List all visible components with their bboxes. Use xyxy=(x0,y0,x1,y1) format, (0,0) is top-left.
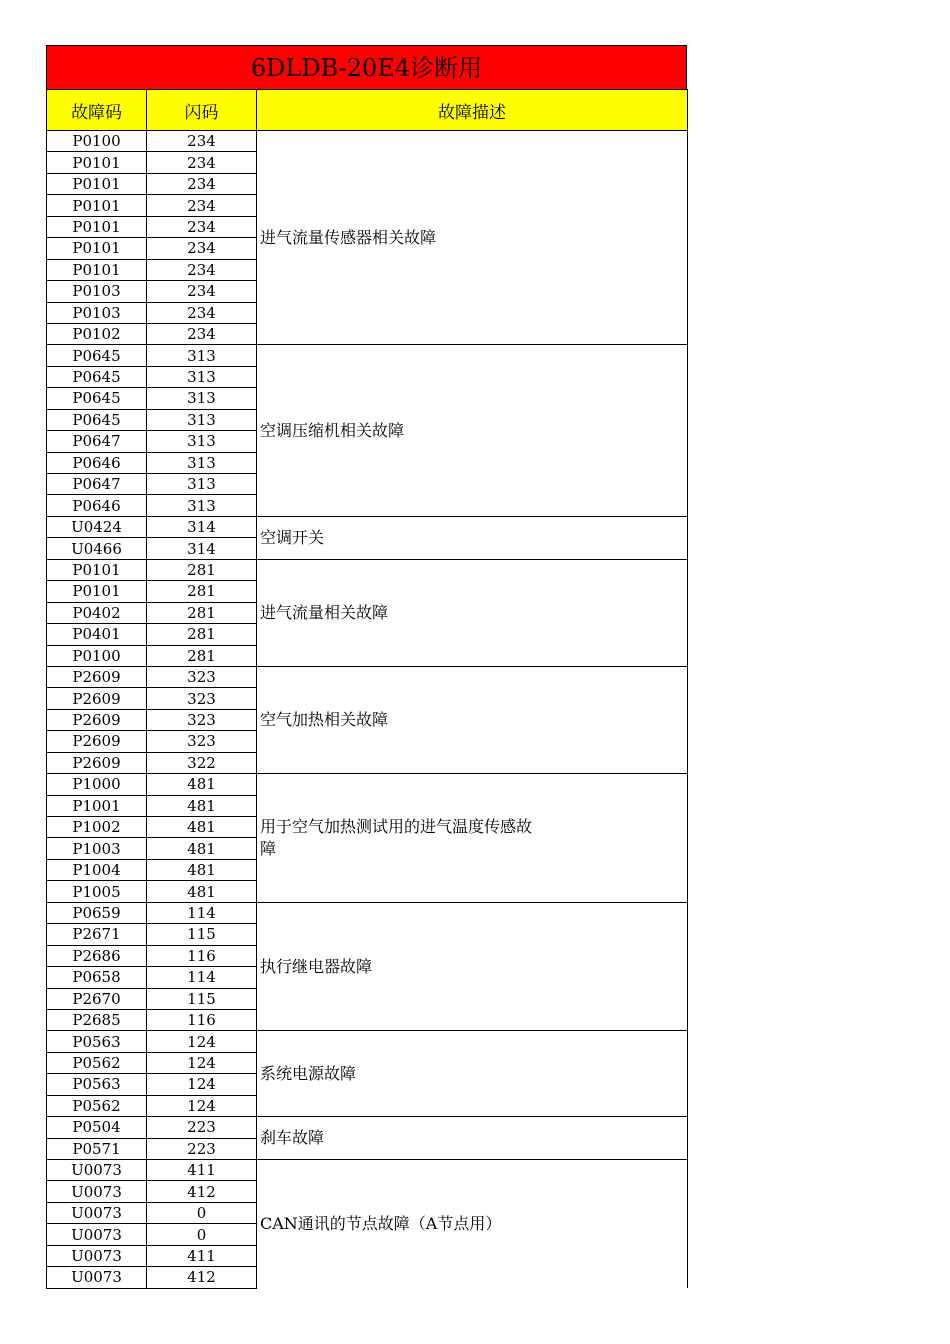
flash-code-cell: 411 xyxy=(147,1160,257,1181)
fault-description-text: 刹车故障 xyxy=(260,1128,325,1148)
fault-description-text: 用于空气加热测试用的进气温度传感故障 xyxy=(260,816,533,858)
fault-code-cell: P0100 xyxy=(47,131,147,152)
flash-code-cell: 323 xyxy=(147,731,257,752)
flash-code-cell: 323 xyxy=(147,688,257,709)
flash-code-cell: 281 xyxy=(147,645,257,666)
flash-code-cell: 124 xyxy=(147,1052,257,1073)
fault-code-cell: P0645 xyxy=(47,366,147,387)
flash-code-cell: 281 xyxy=(147,581,257,602)
fault-code-cell: P0563 xyxy=(47,1074,147,1095)
header-flash-code: 闪码 xyxy=(147,90,257,131)
flash-code-cell: 412 xyxy=(147,1181,257,1202)
fault-code-cell: P0101 xyxy=(47,259,147,280)
fault-code-cell: P2609 xyxy=(47,752,147,773)
fault-code-cell: P1004 xyxy=(47,859,147,880)
flash-code-cell: 281 xyxy=(147,559,257,580)
flash-code-cell: 313 xyxy=(147,409,257,430)
flash-code-cell: 481 xyxy=(147,881,257,902)
fault-description-text: 系统电源故障 xyxy=(260,1063,357,1083)
flash-code-cell: 281 xyxy=(147,602,257,623)
fault-code-cell: P0101 xyxy=(47,559,147,580)
flash-code-cell: 322 xyxy=(147,752,257,773)
flash-code-cell: 323 xyxy=(147,709,257,730)
fault-code-cell: P0101 xyxy=(47,152,147,173)
flash-code-cell: 481 xyxy=(147,817,257,838)
fault-description-cell xyxy=(257,774,688,903)
fault-code-cell: P1005 xyxy=(47,881,147,902)
flash-code-cell: 481 xyxy=(147,838,257,859)
fault-code-cell: U0073 xyxy=(47,1181,147,1202)
fault-code-cell: P0645 xyxy=(47,409,147,430)
flash-code-cell: 116 xyxy=(147,1009,257,1030)
header-fault-description: 故障描述 xyxy=(257,90,688,131)
flash-code-cell: 481 xyxy=(147,774,257,795)
flash-code-cell: 313 xyxy=(147,345,257,366)
flash-code-cell: 481 xyxy=(147,795,257,816)
flash-code-cell: 234 xyxy=(147,323,257,344)
fault-code-cell: P1001 xyxy=(47,795,147,816)
fault-code-cell: P2609 xyxy=(47,666,147,687)
fault-code-cell: P0658 xyxy=(47,967,147,988)
fault-code-cell: P0647 xyxy=(47,474,147,495)
fault-code-cell: U0073 xyxy=(47,1202,147,1223)
flash-code-cell: 412 xyxy=(147,1267,257,1288)
fault-code-cell: P2686 xyxy=(47,945,147,966)
flash-code-cell: 481 xyxy=(147,859,257,880)
fault-description-cell xyxy=(257,345,688,517)
fault-description-text: 执行继电器故障 xyxy=(260,956,373,976)
header-fault-code: 故障码 xyxy=(47,90,147,131)
fault-code-cell: P0562 xyxy=(47,1095,147,1116)
fault-description-cell xyxy=(257,516,688,559)
fault-description-cell xyxy=(257,1117,688,1160)
flash-code-cell: 313 xyxy=(147,495,257,516)
fault-code-cell: P0103 xyxy=(47,302,147,323)
fault-code-cell: P0401 xyxy=(47,624,147,645)
flash-code-cell: 234 xyxy=(147,173,257,194)
table-row xyxy=(47,559,688,580)
fault-code-cell: P0659 xyxy=(47,902,147,923)
fault-description-text: 空气加热相关故障 xyxy=(260,710,389,730)
fault-code-cell: P0646 xyxy=(47,495,147,516)
header-row xyxy=(47,90,688,131)
fault-description-cell xyxy=(257,666,688,773)
flash-code-cell: 314 xyxy=(147,516,257,537)
flash-code-cell: 313 xyxy=(147,474,257,495)
flash-code-cell: 124 xyxy=(147,1095,257,1116)
flash-code-cell: 234 xyxy=(147,302,257,323)
fault-description-text: 空调开关 xyxy=(260,527,325,547)
fault-code-cell: P0402 xyxy=(47,602,147,623)
fault-code-cell: P0645 xyxy=(47,388,147,409)
fault-code-cell: P0100 xyxy=(47,645,147,666)
flash-code-cell: 116 xyxy=(147,945,257,966)
flash-code-cell: 234 xyxy=(147,152,257,173)
flash-code-cell: 234 xyxy=(147,259,257,280)
table-row xyxy=(47,516,688,537)
fault-code-cell: P0101 xyxy=(47,216,147,237)
fault-code-cell: U0073 xyxy=(47,1160,147,1181)
fault-code-cell: P0562 xyxy=(47,1052,147,1073)
fault-code-cell: P1002 xyxy=(47,817,147,838)
fault-code-cell: P2670 xyxy=(47,988,147,1009)
flash-code-cell: 124 xyxy=(147,1031,257,1052)
flash-code-cell: 234 xyxy=(147,238,257,259)
flash-code-cell: 234 xyxy=(147,216,257,237)
fault-code-cell: P2685 xyxy=(47,1009,147,1030)
fault-code-cell: P0563 xyxy=(47,1031,147,1052)
flash-code-cell: 0 xyxy=(147,1224,257,1245)
table-row xyxy=(47,1160,688,1181)
fault-code-cell: P0101 xyxy=(47,173,147,194)
table-row xyxy=(47,131,688,152)
flash-code-cell: 323 xyxy=(147,666,257,687)
flash-code-cell: 124 xyxy=(147,1074,257,1095)
table-row xyxy=(47,774,688,795)
flash-code-cell: 314 xyxy=(147,538,257,559)
table-row xyxy=(47,902,688,923)
table-row xyxy=(47,345,688,366)
fault-code-cell: P1000 xyxy=(47,774,147,795)
fault-code-cell: P0504 xyxy=(47,1117,147,1138)
fault-code-cell: P0646 xyxy=(47,452,147,473)
fault-code-cell: U0424 xyxy=(47,516,147,537)
fault-description-cell xyxy=(257,1160,688,1289)
flash-code-cell: 223 xyxy=(147,1138,257,1159)
fault-code-cell: P0645 xyxy=(47,345,147,366)
flash-code-cell: 234 xyxy=(147,131,257,152)
flash-code-cell: 0 xyxy=(147,1202,257,1223)
fault-description-text: 空调压缩机相关故障 xyxy=(260,420,405,440)
fault-code-cell: P0102 xyxy=(47,323,147,344)
fault-description-cell xyxy=(257,902,688,1031)
flash-code-cell: 223 xyxy=(147,1117,257,1138)
fault-code-cell: P2671 xyxy=(47,924,147,945)
flash-code-cell: 115 xyxy=(147,988,257,1009)
fault-description-cell xyxy=(257,559,688,666)
fault-description-cell xyxy=(257,131,688,345)
fault-code-cell: P0571 xyxy=(47,1138,147,1159)
flash-code-cell: 114 xyxy=(147,902,257,923)
fault-code-cell: P2609 xyxy=(47,731,147,752)
flash-code-cell: 115 xyxy=(147,924,257,945)
flash-code-cell: 313 xyxy=(147,452,257,473)
flash-code-cell: 411 xyxy=(147,1245,257,1266)
table-row xyxy=(47,666,688,687)
table-row xyxy=(47,1031,688,1052)
fault-code-cell: P0101 xyxy=(47,238,147,259)
fault-code-cell: U0073 xyxy=(47,1267,147,1288)
table-row xyxy=(47,1117,688,1138)
fault-code-cell: P1003 xyxy=(47,838,147,859)
flash-code-cell: 281 xyxy=(147,624,257,645)
fault-code-table xyxy=(46,89,688,1289)
fault-description-cell xyxy=(257,1031,688,1117)
fault-description-text: 进气流量传感器相关故障 xyxy=(260,227,437,247)
fault-description-text: 进气流量相关故障 xyxy=(260,602,389,622)
fault-code-cell: P2609 xyxy=(47,709,147,730)
fault-code-cell: U0073 xyxy=(47,1224,147,1245)
fault-code-cell: U0466 xyxy=(47,538,147,559)
table-body xyxy=(47,131,688,1289)
fault-description-text: CAN通讯的节点故障（A节点用） xyxy=(260,1214,502,1234)
diagnostic-code-sheet xyxy=(46,45,687,1289)
flash-code-cell: 313 xyxy=(147,388,257,409)
fault-code-cell: P0101 xyxy=(47,195,147,216)
fault-code-cell: P2609 xyxy=(47,688,147,709)
fault-code-cell: P0101 xyxy=(47,581,147,602)
sheet-title: 6DLDB-20E4诊断用 xyxy=(46,45,687,89)
fault-code-cell: P0647 xyxy=(47,431,147,452)
fault-code-cell: U0073 xyxy=(47,1245,147,1266)
flash-code-cell: 114 xyxy=(147,967,257,988)
flash-code-cell: 313 xyxy=(147,366,257,387)
fault-code-cell: P0103 xyxy=(47,281,147,302)
flash-code-cell: 234 xyxy=(147,281,257,302)
flash-code-cell: 313 xyxy=(147,431,257,452)
flash-code-cell: 234 xyxy=(147,195,257,216)
